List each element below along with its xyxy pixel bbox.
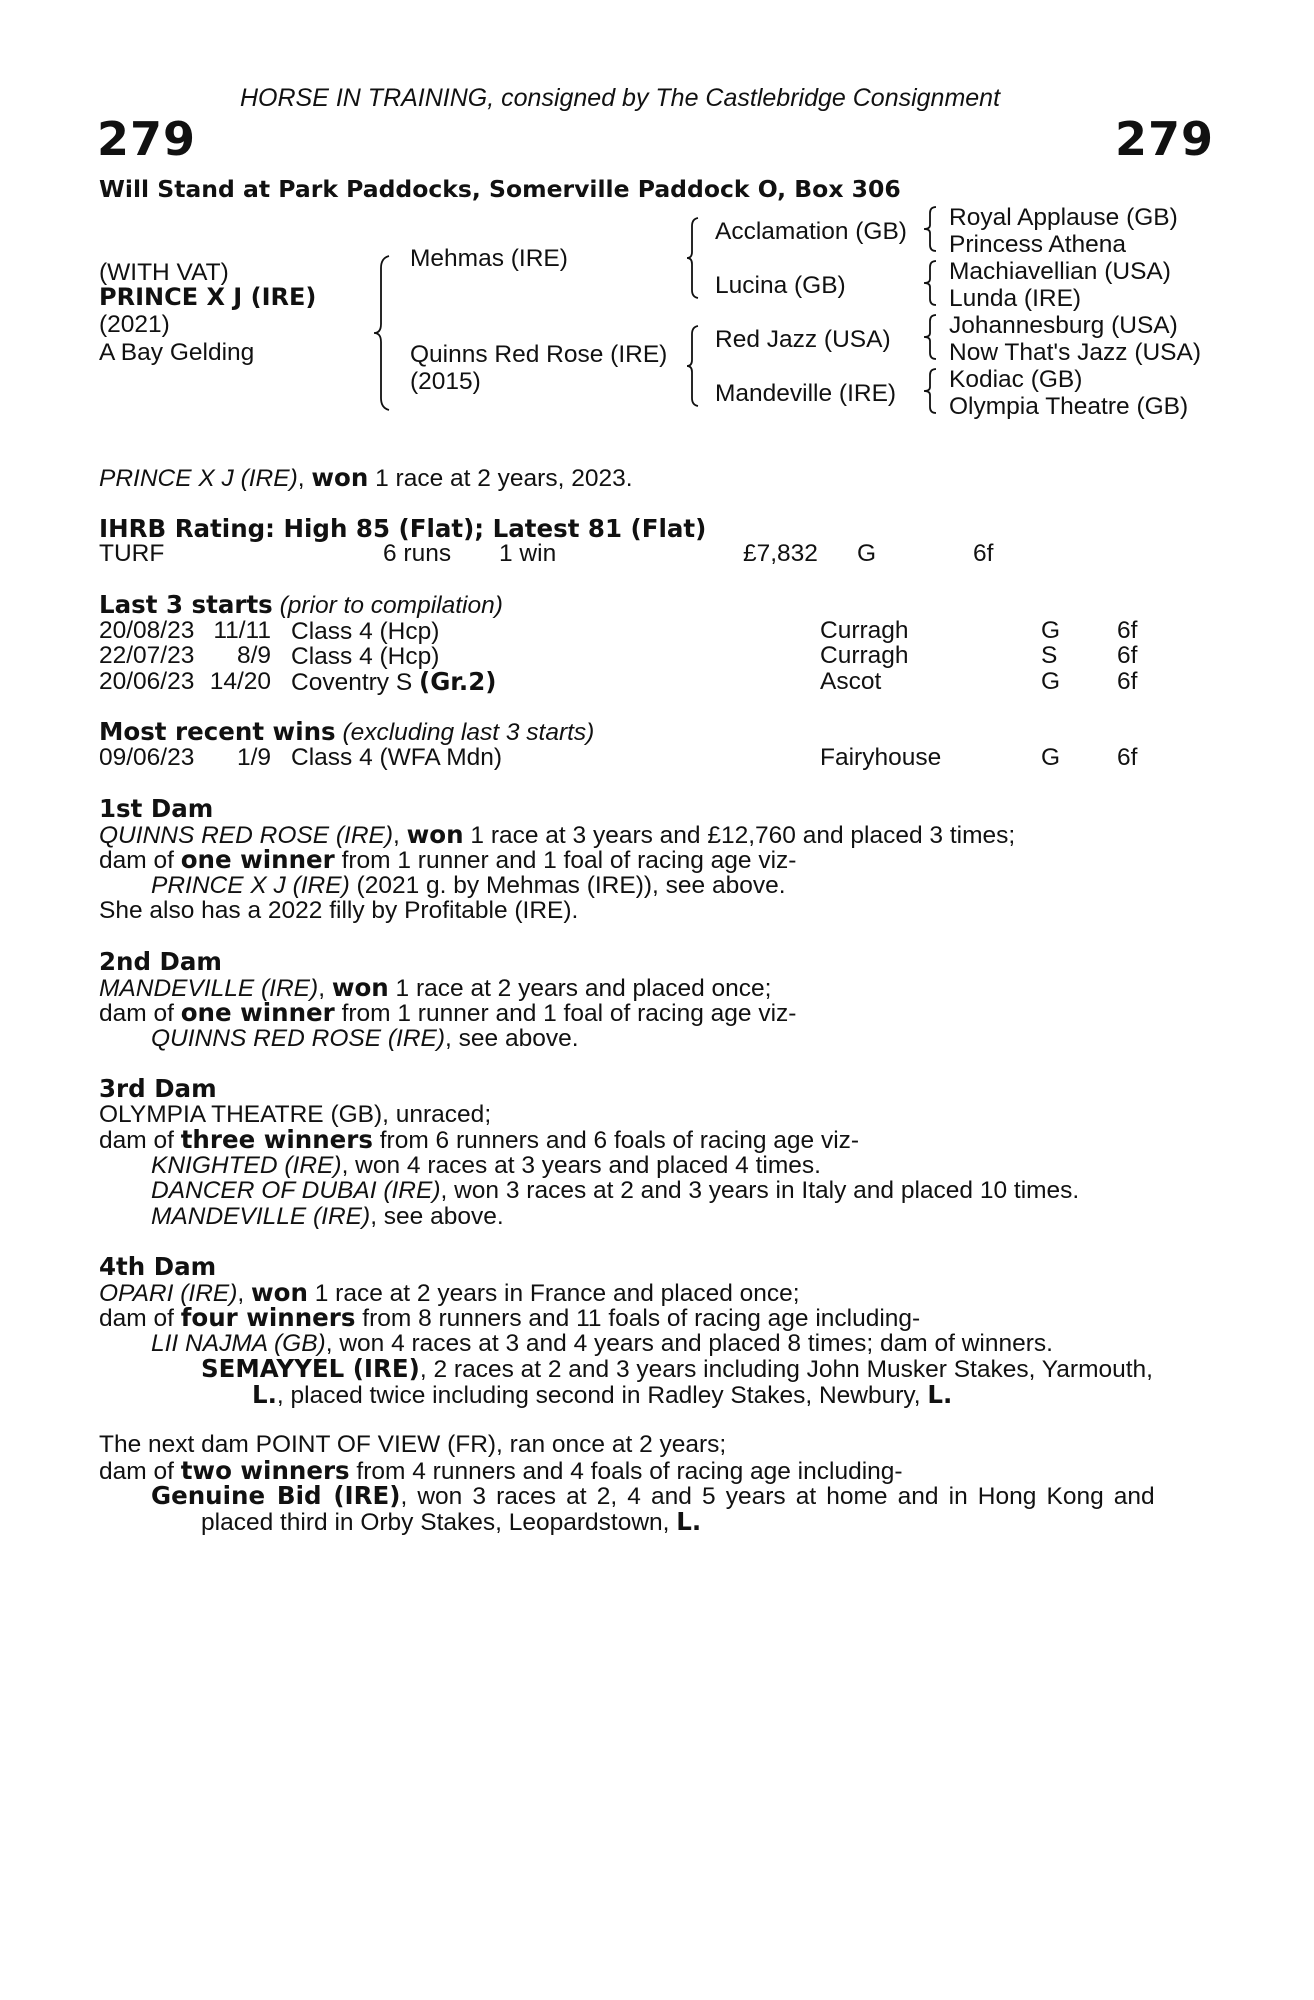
text: dam of [99,1457,181,1485]
start-course: Curragh [820,616,909,644]
rating-heading: IHRB Rating: High 85 (Flat); Latest 81 (Flat) [99,514,707,543]
text: from 4 runners and 4 foals of racing age including- [349,1457,903,1485]
next-dam-line-1: The next dam POINT OF VIEW (FR), ran once at 2 years; [99,1431,727,1458]
pedigree-g3-7: Kodiac (GB) [949,366,1083,393]
first-dam-won: won [406,819,464,849]
start-position: 8/9 [236,642,271,669]
last-starts [99,592,1209,694]
fourth-dam-line-1 [99,1277,1209,1307]
second-dam-winners: one winner [180,998,335,1027]
lot-number-right: 279 [1115,112,1215,166]
third-dam-winners: three winners [180,1125,373,1154]
pedigree-g3-6: Now That's Jazz (USA) [949,339,1202,366]
listed-badge: L. [252,1379,277,1409]
fourth-dam-name: OPARI (IRE) [99,1279,238,1307]
start-date: 22/07/23 [99,642,195,669]
start-distance: 6f [1117,642,1138,669]
pedigree-g3-3: Machiavellian (USA) [949,258,1171,285]
text: dam of [99,1305,181,1332]
start-date: 20/06/23 [99,667,195,695]
pedigree-brace-g3-1 [922,205,938,253]
pedigree-g3-1: Royal Applause (GB) [949,204,1178,231]
win-date: 09/06/23 [99,743,195,771]
start-race [291,618,439,645]
text: dam of [99,1000,181,1027]
next-dam-line-4 [99,1506,1209,1536]
first-dam-line-4: She also has a 2022 filly by Profitable (IRE). [99,897,579,924]
text: from 6 runners and 6 foals of racing age viz- [372,1127,860,1154]
second-dam-record: 1 race at 2 years and placed once; [388,974,772,1002]
pedigree-g3-5: Johannesburg (USA) [949,312,1178,339]
pedigree-dam: Quinns Red Rose (IRE) [410,341,668,368]
third-dam-line-4 [99,1178,1209,1204]
third-dam-line-2 [99,1127,1209,1153]
fourth-dam-record: 1 race at 2 years in France and placed once; [307,1279,800,1307]
win-going: G [1041,743,1061,771]
first-dam-winners: one winner [180,845,335,874]
progeny-record: , see above. [445,1024,579,1052]
last-starts-heading: Last 3 starts [99,590,273,619]
recent-wins-heading-line [99,719,1209,745]
fourth-dam-heading: 4th Dam [99,1252,217,1281]
win-position: 1/9 [236,743,271,771]
next-dam-winners: two winners [180,1455,350,1485]
separator: , [318,974,332,1002]
separator: , [393,821,407,849]
progeny-record: (2021 g. by Mehmas (IRE)), see above. [349,871,786,899]
text: from 1 runner and 1 foal of racing age viz- [334,1000,797,1027]
rating-row [99,541,1209,567]
progeny-record: placed third in Orby Stakes, Leopardstown, [201,1508,677,1536]
start-distance: 6f [1117,616,1138,644]
foaling-year: (2021) [99,311,170,338]
pedigree-g3-8: Olympia Theatre (GB) [949,393,1189,420]
text: dam of [99,1127,181,1154]
third-dam-line-5 [99,1204,1209,1230]
start-date: 20/08/23 [99,616,195,644]
start-race [291,666,497,696]
fourth-dam-section [99,1254,1209,1407]
start-course: Ascot [820,667,882,695]
grand-progeny-record: , 2 races at 2 and 3 years including John Musker Stakes, Yarmouth, [419,1356,1153,1383]
last-starts-note: (prior to compilation) [279,592,503,619]
lot-number-left: 279 [97,112,197,166]
pedigree-sire: Mehmas (IRE) [410,245,568,272]
first-dam-record: 1 race at 3 years and £12,760 and placed 3 times; [463,821,1016,849]
progeny-record: , won 3 races at 2, 4 and 5 years at home and in Hong Kong and [400,1483,1155,1510]
summary-rest: 1 race at 2 years, 2023. [368,465,633,492]
progeny-record: , won 3 races at 2 and 3 years in Italy and placed 10 times. [440,1177,1080,1204]
pedigree-brace-dam [686,324,700,408]
separator: , [237,1279,252,1307]
second-dam-name: MANDEVILLE (IRE) [99,974,319,1002]
fourth-dam-line-3 [99,1331,1209,1357]
table-row [99,618,1209,644]
pedigree-g3-2: Princess Athena [949,231,1127,258]
progeny-record: , see above. [370,1202,504,1230]
table-row [99,745,1209,771]
rating-going: G [857,540,877,567]
text: dam of [99,847,181,874]
fourth-dam-line-2 [99,1305,1209,1331]
start-race [291,643,439,670]
first-dam-line-1 [99,819,1209,849]
win-race: Class 4 (WFA Mdn) [291,743,503,771]
fourth-dam-winners: four winners [180,1303,356,1332]
start-race-text: Class 4 (Hcp) [291,643,440,670]
third-dam-line-3 [99,1153,1209,1179]
pedigree-brace-main [373,254,393,412]
rating-runs: 6 runs [383,540,452,567]
second-dam-line-3 [99,1026,1209,1052]
stand-location: Will Stand at Park Paddocks, Somerville Paddock O, Box 306 [99,175,901,203]
first-dam-line-2 [99,847,1209,873]
recent-wins-heading: Most recent wins [99,717,336,746]
first-dam-name: QUINNS RED ROSE (IRE) [99,821,394,849]
start-race-text: Coventry S [291,668,419,696]
first-dam-heading: 1st Dam [99,794,214,823]
progeny-name: DANCER OF DUBAI (IRE) [151,1177,441,1204]
progeny-name: PRINCE X J (IRE) [151,871,350,899]
start-course: Curragh [820,642,909,669]
progeny-name: LII NAJMA (GB) [151,1329,326,1357]
next-dam-line-3 [99,1483,1209,1509]
recent-wins [99,719,1209,770]
horse-description: A Bay Gelding [99,339,255,366]
second-dam-section [99,949,1209,1051]
progeny-name: KNIGHTED (IRE) [151,1151,342,1179]
text: from 8 runners and 11 foals of racing age including- [355,1305,921,1332]
start-race-text: Class 4 (Hcp) [291,617,440,645]
rating-prize: £7,832 [743,540,818,567]
progeny-record: , won 4 races at 3 and 4 years and placed 8 times; dam of winners. [325,1329,1053,1357]
vat-status: (WITH VAT) [99,259,229,286]
start-position: 11/11 [213,616,271,644]
pedigree-g3-4: Lunda (IRE) [949,285,1082,312]
grand-progeny-name: SEMAYYEL (IRE) [201,1354,420,1383]
fourth-dam-line-4 [99,1356,1209,1382]
next-dam-line-2 [99,1455,1209,1485]
first-dam-line-3 [99,873,1209,899]
win-course: Fairyhouse [820,743,942,771]
last-starts-heading-line [99,592,1209,618]
table-row [99,643,1209,669]
progeny-name: MANDEVILLE (IRE) [151,1202,371,1230]
start-going: G [1041,616,1061,644]
progeny-name: QUINNS RED ROSE (IRE) [151,1024,446,1052]
pedigree-brace-sire [686,216,700,300]
second-dam-line-1 [99,972,1209,1002]
rating-surface: TURF [99,540,165,567]
pedigree-brace-g3-3 [922,313,938,361]
start-distance: 6f [1117,667,1138,695]
start-position: 14/20 [209,667,271,695]
start-going: G [1041,667,1061,695]
listed-badge: L. [676,1506,702,1536]
start-going: S [1041,642,1058,669]
win-distance: 6f [1117,743,1138,771]
fourth-dam-line-5 [99,1379,1209,1409]
next-dam-section [99,1432,1209,1534]
pedigree-sire-sire: Acclamation (GB) [715,218,907,245]
progeny-name: Genuine Bid (IRE) [151,1481,401,1510]
pedigree-sire-dam: Lucina (GB) [715,272,846,299]
progeny-record: , won 4 races at 3 years and placed 4 times. [341,1151,821,1179]
second-dam-won: won [331,972,389,1002]
pedigree-dam-sire: Red Jazz (USA) [715,326,891,353]
pedigree-dam-year: (2015) [410,368,481,395]
second-dam-heading: 2nd Dam [99,947,222,976]
summary-horse-name: PRINCE X J (IRE) [99,465,298,492]
text: from 1 runner and 1 foal of racing age viz- [334,847,797,874]
recent-wins-note: (excluding last 3 starts) [342,719,595,746]
grand-progeny-record: , placed twice including second in Radley Stakes, Newbury, [276,1381,928,1409]
fourth-dam-won: won [251,1277,308,1307]
third-dam-section [99,1076,1209,1229]
horse-name: PRINCE X J (IRE) [99,283,317,311]
pedigree-brace-g3-2 [922,259,938,307]
race-summary: PRINCE X J (IRE), won 1 race at 2 years, 2023. [99,463,633,492]
third-dam-heading: 3rd Dam [99,1074,217,1103]
table-row [99,666,1209,696]
pedigree-dam-dam: Mandeville (IRE) [715,380,897,407]
pedigree-brace-g3-4 [922,367,938,415]
consignment-line: HORSE IN TRAINING, consigned by The Castlebridge Consignment [240,84,1001,112]
third-dam-line-1: OLYMPIA THEATRE (GB), unraced; [99,1100,492,1128]
rating-distance: 6f [973,540,994,567]
listed-badge: L. [927,1379,953,1409]
start-race-grade: (Gr.2) [419,666,497,696]
first-dam-section [99,796,1209,924]
second-dam-line-2 [99,1000,1209,1026]
rating-wins: 1 win [499,540,557,567]
summary-won: won [311,463,369,492]
